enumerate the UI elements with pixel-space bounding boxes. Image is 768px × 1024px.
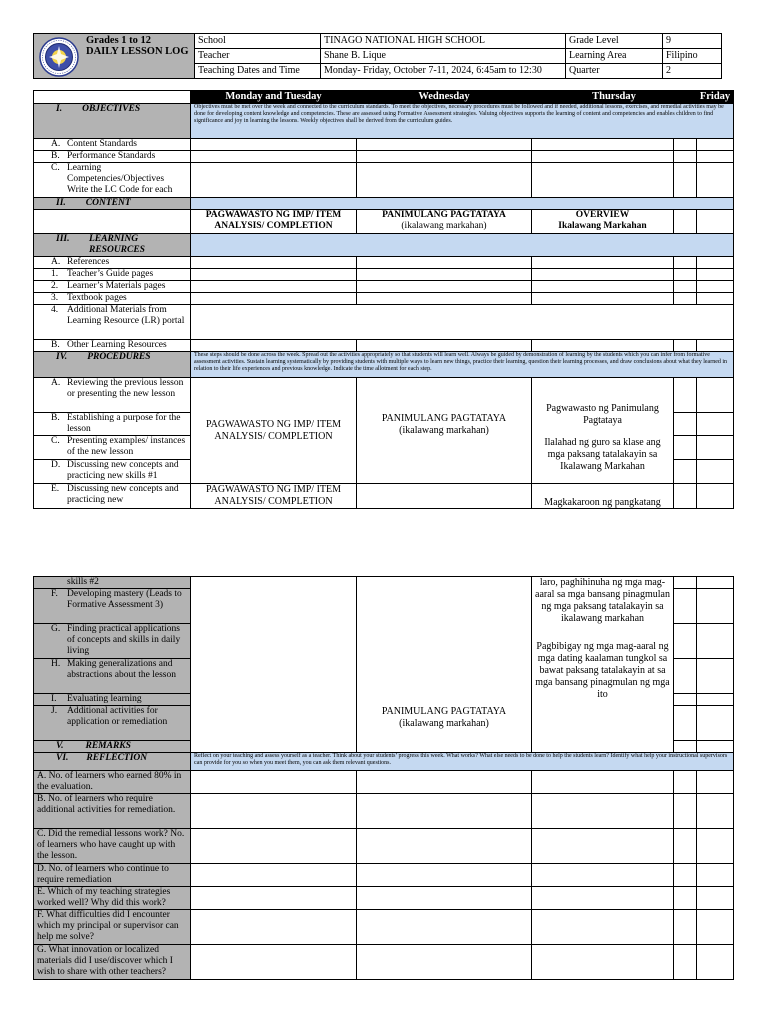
procedures-wednesday-fj: [357, 577, 532, 753]
header-logo-cell: [34, 34, 195, 79]
thu-f-text: laro, paghihinuha ng mga mag-aaral sa mga bansang pinagmulan ng mga paksang tatalakayin sa ikalawang markahan: [535, 577, 670, 624]
content-num: II.: [56, 198, 66, 208]
content-wednesday-sub: (ikalawang markahan): [401, 221, 487, 231]
procedures-num: IV.: [56, 352, 68, 362]
references-row: [34, 257, 191, 269]
document-title: DAILY LESSON LOG: [86, 46, 189, 57]
content-blank: [34, 210, 191, 234]
performance-standards-label: Performance Standards: [67, 151, 156, 161]
teachers-guide-row: [34, 269, 191, 281]
textbook-pages-row: [34, 293, 191, 305]
remarks-num: V.: [56, 741, 64, 751]
procedure-g-label: Finding practical applications of concepts and skills in daily living: [67, 624, 181, 656]
procedure-a-row: [34, 378, 191, 413]
procedure-c-label: Presenting examples/ instances of the new lesson: [67, 436, 186, 457]
procedures-monday-e: PAGWAWASTO NG IMP/ ITEM ANALYSIS/ COMPLETION: [191, 484, 357, 509]
item-key: B.: [51, 151, 60, 161]
reflection-section: [34, 753, 191, 771]
reflection-note: Reflect on your teaching and assess yourself as a teacher. Think about your students’ progress this week. What works? What else needs to be done to help the students learn? Identify what help your instructional supervisors can provide for you so when you meet them, you can ask them relevant questions.: [191, 753, 734, 771]
teaching-dates-value: Monday- Friday, October 7-11, 2024, 6:45am to 12:30: [321, 64, 566, 79]
procedures-note: These steps should be done across the week. Spread out the activities appropriately so that students will learn well. Always be guided by demonstration of learning by the students which you can infer from formative assessment activities. Sustain learning systematically by providing students with multiple ways to learn new things, practice their learning, question their learning processes, and draw conclusions about what they learned in relation to their life experiences and previous knowledge. Indicate the time allotment for each step.: [191, 352, 734, 378]
quarter-value: 2: [663, 64, 722, 79]
thu-cd-text: Ilalahad ng guro sa klase ang mga paksang tatalakayin sa Ikalawang Markahan: [544, 436, 661, 472]
wed-p2-title: PANIMULANG PAGTATAYA: [381, 706, 507, 717]
grades-label: Grades 1 to 12: [86, 35, 152, 46]
wed-p2-sub: (ikalawang markahan): [399, 718, 489, 729]
content-standards-label: Content Standards: [67, 139, 137, 149]
content-thursday-sub: Ikalawang Markahan: [558, 221, 647, 231]
performance-standards-row: [34, 151, 191, 163]
procedures-thursday-e: Magkakaroon ng pangkatang: [532, 484, 674, 509]
procedure-h-row: [34, 659, 191, 694]
objectives-section: [34, 104, 191, 139]
procedure-b-row: [34, 413, 191, 436]
procedures-monday-fj: [191, 577, 357, 753]
objectives-title: OBJECTIVES: [82, 104, 141, 114]
wed-ad-sub: (ikalawang markahan): [399, 424, 489, 436]
item-key: 1.: [51, 269, 59, 279]
item-key: A.: [51, 257, 61, 267]
procedures-section: [34, 352, 191, 378]
school-value: TINAGO NATIONAL HIGH SCHOOL: [321, 34, 566, 49]
deped-seal-icon: [39, 37, 79, 77]
procedure-h-label: Making generalizations and abstractions about the lesson: [67, 659, 176, 680]
reflection-num: VI.: [56, 753, 69, 763]
content-wednesday-title: PANIMULANG PAGTATAYA: [382, 210, 506, 220]
item-key: F.: [51, 589, 58, 599]
content-band: [191, 198, 734, 210]
day-header-friday: Friday: [697, 91, 734, 104]
content-thursday-title: OVERVIEW: [575, 210, 630, 220]
procedures-thursday-fj: [532, 577, 674, 753]
procedure-e-label: Discussing new concepts and practicing new: [67, 484, 179, 505]
procedures-thursday-ad: [532, 378, 674, 484]
resources-band: [191, 234, 734, 257]
reflection-item-a: A. No. of learners who earned 80% in the evaluation.: [34, 771, 191, 794]
procedure-b-label: Establishing a purpose for the lesson: [67, 413, 181, 434]
reflection-item-d: D. No. of learners who continue to require remediation: [34, 864, 191, 887]
reflection-title: REFLECTION: [86, 753, 148, 763]
reflection-item-g: G. What innovation or localized materials did I use/discover which I wish to share with other teachers?: [34, 945, 191, 980]
learning-competencies-label: Learning Competencies/Objectives Write the LC Code for each: [67, 163, 173, 195]
procedure-e-row: [34, 484, 191, 509]
learning-area-value: Filipino: [663, 49, 722, 64]
header-table: [33, 33, 722, 79]
day-header-wednesday: Wednesday: [357, 91, 532, 104]
wed-ad-title: PANIMULANG PAGTATAYA: [381, 412, 507, 424]
procedure-j-row: [34, 706, 191, 741]
procedures-monday-ad: PAGWAWASTO NG IMP/ ITEM ANALYSIS/ COMPLETION: [191, 378, 357, 484]
other-resources-row: [34, 340, 191, 352]
item-key: D.: [51, 460, 61, 470]
procedure-i-row: [34, 694, 191, 706]
additional-materials-label: Additional Materials from Learning Resource (LR) portal: [67, 305, 185, 326]
school-label: School: [195, 34, 321, 49]
content-section: [34, 198, 191, 210]
objectives-note: Objectives must be met over the week and connected to the curriculum standards. To meet the objectives, necessary procedures must be followed and if needed, additional lessons, exercises, and remedial activities may be done for developing content knowledge and competencies. These are assessed using Formative Assessment strategies. Valuing objectives supports the learning of content and competencies and enables children to find significance and joy in learning the lessons. Weekly objectives shall be derived from the curriculum guides.: [191, 104, 734, 139]
item-key: J.: [51, 706, 58, 716]
learners-materials-row: [34, 281, 191, 293]
lesson-log-table: [33, 90, 734, 509]
item-key: A.: [51, 139, 61, 149]
thu-h-text: Pagbibigay ng mga mag-aaral ng mga dating kaalaman tungkol sa bawat paksang tatalakayin at sa mga bansang pinagmulan ng mga ito: [535, 641, 670, 700]
resources-num: III.: [56, 234, 70, 244]
item-key: G.: [51, 624, 61, 634]
teaching-dates-label: Teaching Dates and Time: [195, 64, 321, 79]
item-key: H.: [51, 659, 61, 669]
learning-resources-section: [34, 234, 191, 257]
item-key: C.: [51, 163, 60, 173]
item-key: E.: [51, 484, 60, 494]
learners-materials-label: Learner’s Materials pages: [67, 281, 166, 291]
content-monday: PAGWAWASTO NG IMP/ ITEM ANALYSIS/ COMPLETION: [191, 210, 357, 234]
reflection-item-f: F. What difficulties did I encounter which my principal or supervisor can help me solve?: [34, 910, 191, 945]
textbook-pages-label: Textbook pages: [67, 293, 127, 303]
item-key: 3.: [51, 293, 59, 303]
procedure-d-label: Discussing new concepts and practicing new skills #1: [67, 460, 179, 481]
corner-cell: [34, 91, 191, 104]
reflection-item-b: B. No. of learners who require additional activities for remediation.: [34, 794, 191, 829]
procedure-f-label: Developing mastery (Leads to Formative Assessment 3): [67, 589, 182, 610]
other-resources-label: Other Learning Resources: [67, 340, 167, 350]
procedures-wednesday-ad: [357, 378, 532, 484]
content-thursday: [532, 210, 674, 234]
item-key: I.: [51, 694, 57, 704]
procedure-a-label: Reviewing the previous lesson or presenting the new lesson: [67, 378, 184, 399]
content-standards-row: [34, 139, 191, 151]
procedure-e-label-cont: skills #2: [67, 577, 99, 587]
teachers-guide-label: Teacher’s Guide pages: [67, 269, 154, 279]
additional-materials-row: [34, 305, 191, 340]
additional-materials-value: [191, 305, 734, 340]
lesson-log-table-continued: [33, 576, 734, 980]
remarks-section: [34, 741, 191, 753]
teacher-value: Shane B. Lique: [321, 49, 566, 64]
procedure-c-row: [34, 436, 191, 460]
procedure-g-row: [34, 624, 191, 659]
learning-area-label: Learning Area: [566, 49, 663, 64]
procedure-i-label: Evaluating learning: [67, 694, 142, 704]
remarks-title: REMARKS: [85, 741, 131, 751]
procedure-e-continued: [34, 577, 191, 589]
content-title: CONTENT: [85, 198, 131, 208]
reflection-item-c: C. Did the remedial lessons work? No. of learners who have caught up with the lesson.: [34, 829, 191, 864]
day-header-thursday: Thursday: [532, 91, 697, 104]
procedure-j-label: Additional activities for application or remediation: [67, 706, 168, 727]
objectives-num: I.: [56, 104, 63, 114]
item-key: A.: [51, 378, 61, 388]
procedures-title: PROCEDURES: [87, 352, 151, 362]
content-wednesday: [357, 210, 532, 234]
resources-title: LEARNING RESOURCES: [89, 234, 145, 255]
references-label: References: [67, 257, 110, 267]
item-key: 2.: [51, 281, 59, 291]
learning-competencies-row: [34, 163, 191, 198]
thu-a-text: Pagwawasto ng Panimulang Pagtataya: [546, 402, 659, 426]
grade-level-value: 9: [663, 34, 722, 49]
procedure-d-row: [34, 460, 191, 484]
reflection-item-e: E. Which of my teaching strategies worked well? Why did this work?: [34, 887, 191, 910]
day-header-monday-tuesday: Monday and Tuesday: [191, 91, 357, 104]
teacher-label: Teacher: [195, 49, 321, 64]
grade-level-label: Grade Level: [566, 34, 663, 49]
procedure-f-row: [34, 589, 191, 624]
quarter-label: Quarter: [566, 64, 663, 79]
item-key: C.: [51, 436, 60, 446]
item-key: 4.: [51, 305, 59, 315]
item-key: B.: [51, 413, 60, 423]
item-key: B.: [51, 340, 60, 350]
